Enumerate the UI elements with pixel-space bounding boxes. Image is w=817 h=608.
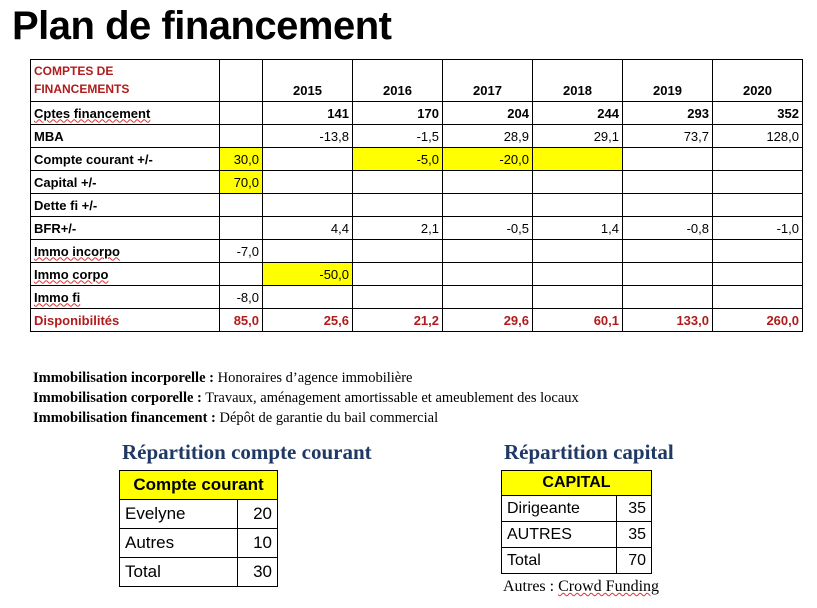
capital-value: 70 bbox=[616, 548, 651, 574]
year-value-cell: 204 bbox=[443, 102, 533, 125]
row-label bbox=[31, 240, 220, 263]
table-row bbox=[502, 496, 652, 522]
year-value-cell: 4,4 bbox=[263, 217, 353, 240]
year-value-cell bbox=[713, 263, 803, 286]
year-header: 2015 bbox=[263, 60, 353, 102]
capital-value: 35 bbox=[616, 522, 651, 548]
year-value-cell bbox=[713, 286, 803, 309]
table-row bbox=[31, 217, 803, 240]
table-row bbox=[31, 309, 803, 332]
table-row bbox=[120, 529, 278, 558]
year-value-cell bbox=[533, 240, 623, 263]
note-term: Immobilisation incorporelle : bbox=[33, 370, 214, 386]
year-value-cell: 29,6 bbox=[443, 309, 533, 332]
year-header: 2019 bbox=[623, 60, 713, 102]
year-value-cell: 2,1 bbox=[353, 217, 443, 240]
row-label-text: Cptes financement bbox=[34, 105, 151, 121]
row-label bbox=[31, 194, 220, 217]
capital-name: Dirigeante bbox=[502, 496, 617, 522]
note-desc: Travaux, aménagement amortissable et ameublement des locaux bbox=[201, 390, 579, 406]
note-desc: Dépôt de garantie du bail commercial bbox=[215, 410, 439, 426]
compte-courant-name: Evelyne bbox=[120, 500, 238, 529]
year-header: 2016 bbox=[353, 60, 443, 102]
year-value-cell bbox=[533, 148, 623, 171]
note-desc: Honoraires d’agence immobilière bbox=[213, 370, 413, 386]
row-label-text: Immo incorpo bbox=[34, 243, 120, 259]
year-value-cell: -13,8 bbox=[263, 125, 353, 148]
year-value-cell: 29,1 bbox=[533, 125, 623, 148]
table-row bbox=[502, 548, 652, 574]
year-value-cell: -0,8 bbox=[623, 217, 713, 240]
year-header: 2017 bbox=[443, 60, 533, 102]
table-row bbox=[120, 500, 278, 529]
initial-value-cell bbox=[220, 125, 263, 148]
year-value-cell bbox=[443, 171, 533, 194]
notes-block bbox=[33, 368, 579, 428]
capital-name: Total bbox=[502, 548, 617, 574]
row-label-text: Compte courant +/- bbox=[34, 151, 153, 167]
year-value-cell bbox=[713, 171, 803, 194]
header-label-line1: COMPTES DE bbox=[34, 64, 114, 78]
compte-courant-header-row bbox=[120, 471, 278, 500]
compte-courant-header: Compte courant bbox=[120, 471, 278, 500]
note-term: Immobilisation financement : bbox=[33, 410, 216, 426]
year-value-cell bbox=[263, 171, 353, 194]
year-value-cell: 293 bbox=[623, 102, 713, 125]
year-value-cell: -5,0 bbox=[353, 148, 443, 171]
note-line bbox=[33, 368, 579, 388]
year-value-cell bbox=[623, 286, 713, 309]
row-label bbox=[31, 309, 220, 332]
table-row bbox=[31, 148, 803, 171]
row-label-text: Dette fi +/- bbox=[34, 197, 98, 213]
year-value-cell: -1,0 bbox=[713, 217, 803, 240]
year-value-cell bbox=[533, 263, 623, 286]
footnote-value: Crowd Funding bbox=[558, 578, 660, 595]
year-value-cell: 60,1 bbox=[533, 309, 623, 332]
initial-value-cell: 85,0 bbox=[220, 309, 263, 332]
year-value-cell: 25,6 bbox=[263, 309, 353, 332]
initial-value-cell bbox=[220, 194, 263, 217]
header-empty-cell bbox=[220, 60, 263, 102]
compte-courant-value: 10 bbox=[237, 529, 277, 558]
initial-value-cell: 70,0 bbox=[220, 171, 263, 194]
compte-courant-title: Répartition compte courant bbox=[122, 440, 372, 464]
initial-value-cell: -8,0 bbox=[220, 286, 263, 309]
table-row bbox=[31, 102, 803, 125]
year-value-cell bbox=[533, 171, 623, 194]
table-row bbox=[31, 240, 803, 263]
compte-courant-name: Autres bbox=[120, 529, 238, 558]
row-label-text: Immo corpo bbox=[34, 266, 109, 282]
year-value-cell bbox=[443, 240, 533, 263]
header-label-line2: FINANCEMENTS bbox=[34, 82, 130, 96]
page-title: Plan de financement bbox=[12, 4, 392, 48]
row-label-text: Immo fi bbox=[34, 289, 81, 305]
initial-value-cell bbox=[220, 263, 263, 286]
capital-table bbox=[501, 470, 652, 574]
year-value-cell bbox=[353, 263, 443, 286]
year-value-cell bbox=[623, 263, 713, 286]
initial-value-cell bbox=[220, 102, 263, 125]
year-value-cell: 28,9 bbox=[443, 125, 533, 148]
year-value-cell: 260,0 bbox=[713, 309, 803, 332]
year-value-cell: 244 bbox=[533, 102, 623, 125]
year-value-cell: 170 bbox=[353, 102, 443, 125]
year-value-cell: 21,2 bbox=[353, 309, 443, 332]
year-value-cell bbox=[263, 148, 353, 171]
capital-name: AUTRES bbox=[502, 522, 617, 548]
year-value-cell: -1,5 bbox=[353, 125, 443, 148]
note-line bbox=[33, 408, 579, 428]
capital-header-row bbox=[502, 471, 652, 496]
compte-courant-table bbox=[119, 470, 278, 587]
footnote-prefix: Autres : bbox=[503, 578, 559, 595]
year-value-cell bbox=[713, 148, 803, 171]
year-value-cell bbox=[353, 171, 443, 194]
year-value-cell: 352 bbox=[713, 102, 803, 125]
year-header: 2018 bbox=[533, 60, 623, 102]
year-value-cell bbox=[623, 171, 713, 194]
year-value-cell: -0,5 bbox=[443, 217, 533, 240]
note-term: Immobilisation corporelle : bbox=[33, 390, 202, 406]
note-line bbox=[33, 388, 579, 408]
row-label bbox=[31, 148, 220, 171]
capital-title: Répartition capital bbox=[504, 440, 674, 464]
year-value-cell bbox=[353, 194, 443, 217]
year-value-cell bbox=[623, 194, 713, 217]
table-row bbox=[120, 558, 278, 587]
year-value-cell: 133,0 bbox=[623, 309, 713, 332]
table-row bbox=[502, 522, 652, 548]
row-label-text: MBA bbox=[34, 128, 64, 144]
row-label bbox=[31, 102, 220, 125]
year-value-cell bbox=[533, 286, 623, 309]
year-value-cell: 1,4 bbox=[533, 217, 623, 240]
row-label bbox=[31, 217, 220, 240]
year-value-cell bbox=[623, 148, 713, 171]
year-value-cell bbox=[443, 194, 533, 217]
year-value-cell bbox=[353, 286, 443, 309]
year-value-cell: 141 bbox=[263, 102, 353, 125]
year-value-cell bbox=[443, 263, 533, 286]
year-value-cell: -50,0 bbox=[263, 263, 353, 286]
table-header-row bbox=[31, 60, 803, 102]
row-label bbox=[31, 263, 220, 286]
year-header: 2020 bbox=[713, 60, 803, 102]
row-label-text: Capital +/- bbox=[34, 174, 97, 190]
year-value-cell bbox=[443, 286, 533, 309]
compte-courant-name: Total bbox=[120, 558, 238, 587]
year-value-cell bbox=[263, 240, 353, 263]
table-row bbox=[31, 194, 803, 217]
year-value-cell bbox=[263, 194, 353, 217]
initial-value-cell: 30,0 bbox=[220, 148, 263, 171]
capital-value: 35 bbox=[616, 496, 651, 522]
row-label bbox=[31, 171, 220, 194]
year-value-cell bbox=[263, 286, 353, 309]
year-value-cell: 73,7 bbox=[623, 125, 713, 148]
year-value-cell bbox=[353, 240, 443, 263]
row-label bbox=[31, 125, 220, 148]
financing-table bbox=[30, 59, 803, 332]
table-row bbox=[31, 125, 803, 148]
year-value-cell bbox=[713, 240, 803, 263]
capital-footnote bbox=[503, 578, 659, 596]
compte-courant-value: 20 bbox=[237, 500, 277, 529]
initial-value-cell bbox=[220, 217, 263, 240]
year-value-cell bbox=[623, 240, 713, 263]
table-header-label bbox=[31, 60, 220, 102]
table-row bbox=[31, 171, 803, 194]
capital-header: CAPITAL bbox=[502, 471, 652, 496]
row-label-text: Disponibilités bbox=[34, 312, 120, 328]
table-row bbox=[31, 286, 803, 309]
initial-value-cell: -7,0 bbox=[220, 240, 263, 263]
year-value-cell: 128,0 bbox=[713, 125, 803, 148]
compte-courant-value: 30 bbox=[237, 558, 277, 587]
year-value-cell bbox=[533, 194, 623, 217]
year-value-cell: -20,0 bbox=[443, 148, 533, 171]
row-label bbox=[31, 286, 220, 309]
row-label-text: BFR+/- bbox=[34, 220, 77, 236]
table-row bbox=[31, 263, 803, 286]
year-value-cell bbox=[713, 194, 803, 217]
